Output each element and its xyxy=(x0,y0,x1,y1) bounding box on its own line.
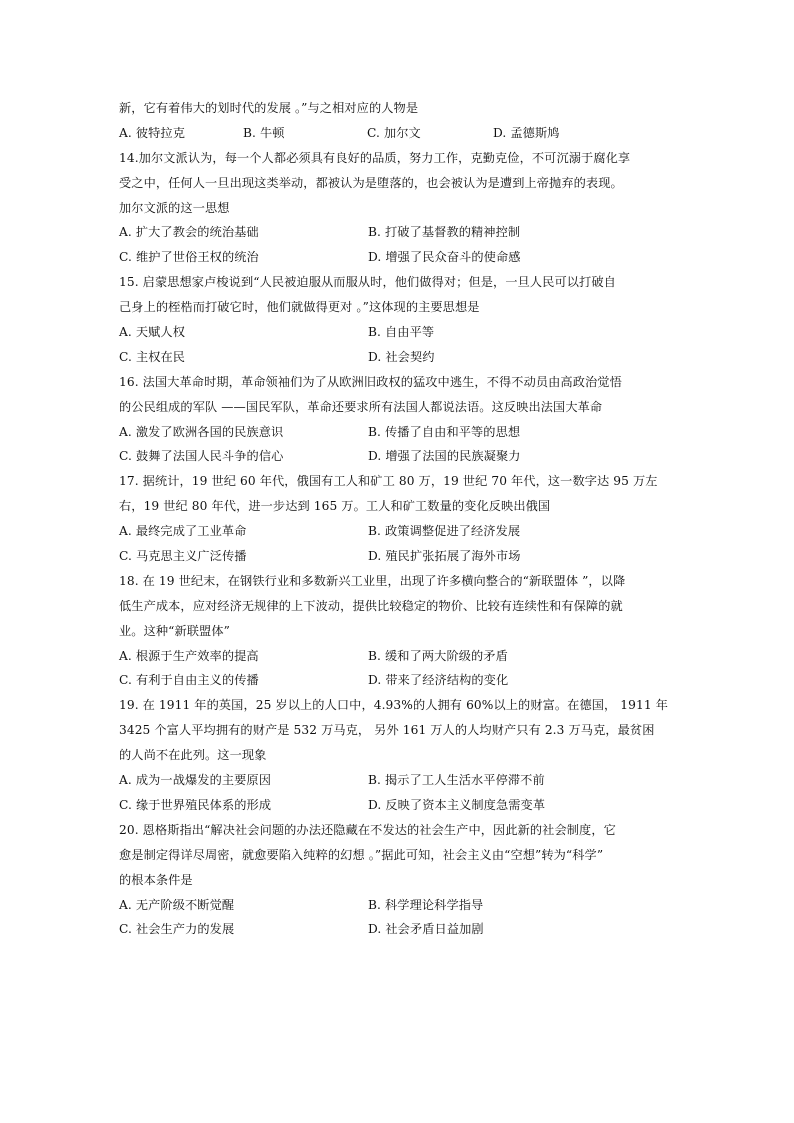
question-14-stem-line: 受之中，任何人一旦出现这类举动，都被认为是堕落的，也会被认为是遭到上帝抛弃的表现。 xyxy=(119,175,623,190)
question-18-stem-line: 18. 在 19 世纪末，在钢铁行业和多数新兴工业里，出现了许多横向整合的“新联盟体 ”，以降 xyxy=(119,573,626,588)
option-b: B. 揭示了工人生活水平停滞不前 xyxy=(368,773,545,788)
option-d: D. 社会矛盾日益加剧 xyxy=(368,922,484,937)
question-19-stem-line: 3425 个富人平均拥有的财产是 532 万马克， 另外 161 万人的人均财产只有 2.3 万马克，最贫困 xyxy=(119,723,655,738)
question-17-stem-line: 右，19 世纪 80 年代，进一步达到 165 万。工人和矿工数量的变化反映出俄国 xyxy=(119,499,551,514)
option-c: C. 缘于世界殖民体系的形成 xyxy=(119,797,272,812)
option-a: A. 最终完成了工业革命 xyxy=(119,524,247,539)
question-19-options-row xyxy=(119,768,679,793)
question-15-stem-line: 己身上的桎梏而打破它时，他们就做得更对 。”这体现的主要思想是 xyxy=(119,300,480,315)
option-a: A. 激发了欧洲各国的民族意识 xyxy=(119,424,284,439)
question-14-options-row xyxy=(119,245,679,270)
option-c: C. 加尔文 xyxy=(367,125,421,140)
option-d: D. 社会契约 xyxy=(368,349,435,364)
option-d: D. 殖民扩张拓展了海外市场 xyxy=(368,549,521,564)
option-b: B. 缓和了两大阶级的矛盾 xyxy=(368,648,508,663)
question-13-tail-line: 新，它有着伟大的划时代的发展 。”与之相对应的人物是 xyxy=(119,101,419,115)
question-18-stem-line: 业。这种“新联盟体” xyxy=(119,623,230,638)
exam-content xyxy=(119,96,679,942)
question-20-options-row xyxy=(119,917,679,942)
question-19-stem-line: 19. 在 1911 年的英国，25 岁以上的人口中，4.93%的人拥有 60%以上的财富。在德国， 1911 年 xyxy=(119,698,668,713)
option-c: C. 有利于自由主义的传播 xyxy=(119,673,259,688)
option-c: C. 主权在民 xyxy=(119,349,186,364)
question-20-stem-line: 愈是制定得详尽周密，就愈要陷入纯粹的幻想 。”据此可知，社会主义由“空想”转为“科学” xyxy=(119,847,604,862)
question-19-stem-line: 的人尚不在此列。这一现象 xyxy=(119,748,267,763)
option-a: A. 成为一战爆发的主要原因 xyxy=(119,773,272,788)
option-c: C. 马克思主义广泛传播 xyxy=(119,549,247,564)
question-15-stem-line: 15. 启蒙思想家卢梭说到“人民被迫服从而服从时，他们做得对；但是，一旦人民可以打破自 xyxy=(119,275,616,290)
option-b: B. 自由平等 xyxy=(368,325,435,340)
option-a: A. 无产阶级不断觉醒 xyxy=(119,897,235,912)
option-d: D. 反映了资本主义制度急需变革 xyxy=(368,797,546,812)
option-c: C. 维护了世俗王权的统治 xyxy=(119,250,259,265)
question-16-options-row xyxy=(119,444,679,469)
question-16-stem-line: 的公民组成的军队 ——国民军队，革命还要求所有法国人都说法语。这反映出法国大革命 xyxy=(119,399,603,414)
question-20-stem-line: 20. 恩格斯指出“解决社会问题的办法还隐藏在不发达的社会生产中，因此新的社会制度，它 xyxy=(119,822,616,837)
question-19-options-row xyxy=(119,793,679,818)
question-15-options-row xyxy=(119,345,679,370)
question-18-options-row xyxy=(119,668,679,693)
option-b: B. 科学理论科学指导 xyxy=(368,897,484,912)
question-14-options-row xyxy=(119,220,679,245)
option-b: B. 打破了基督教的精神控制 xyxy=(368,225,521,240)
option-c: C. 鼓舞了法国人民斗争的信心 xyxy=(119,449,284,464)
question-15-options-row xyxy=(119,320,679,345)
option-d: D. 增强了法国的民族凝聚力 xyxy=(368,449,521,464)
option-b: B. 牛顿 xyxy=(243,125,285,140)
question-14-stem-line: 加尔文派的这一思想 xyxy=(119,200,230,215)
option-d: D. 孟德斯鸠 xyxy=(493,125,560,140)
question-16-options-row xyxy=(119,420,679,445)
option-d: D. 带来了经济结构的变化 xyxy=(368,673,509,688)
option-a: A. 彼特拉克 xyxy=(119,125,185,140)
question-20-stem-line: 的根本条件是 xyxy=(119,872,193,887)
question-18-stem-line: 低生产成本，应对经济无规律的上下波动，提供比较稳定的物价、比较有连续性和有保障的就 xyxy=(119,598,623,613)
option-b: B. 传播了自由和平等的思想 xyxy=(368,424,521,439)
question-17-options-row xyxy=(119,544,679,569)
option-c: C. 社会生产力的发展 xyxy=(119,922,235,937)
question-18-options-row xyxy=(119,644,679,669)
option-a: A. 根源于生产效率的提高 xyxy=(119,648,259,663)
question-17-options-row xyxy=(119,519,679,544)
question-16-stem-line: 16. 法国大革命时期，革命领袖们为了从欧洲旧政权的猛攻中逃生，不得不动员由高政治觉悟 xyxy=(119,374,622,389)
option-b: B. 政策调整促进了经济发展 xyxy=(368,524,521,539)
question-14-stem-line: 14.加尔文派认为，每一个人都必须具有良好的品质，努力工作，克勤克俭，不可沉溺于腐化享 xyxy=(119,150,631,165)
option-a: A. 天赋人权 xyxy=(119,325,185,340)
question-13-options xyxy=(119,121,679,146)
option-d: D. 增强了民众奋斗的使命感 xyxy=(368,250,521,265)
question-20-options-row xyxy=(119,893,679,918)
question-17-stem-line: 17. 据统计，19 世纪 60 年代，俄国有工人和矿工 80 万，19 世纪 70 年代，这一数字达 95 万左 xyxy=(119,474,658,489)
option-a: A. 扩大了教会的统治基础 xyxy=(119,225,259,240)
